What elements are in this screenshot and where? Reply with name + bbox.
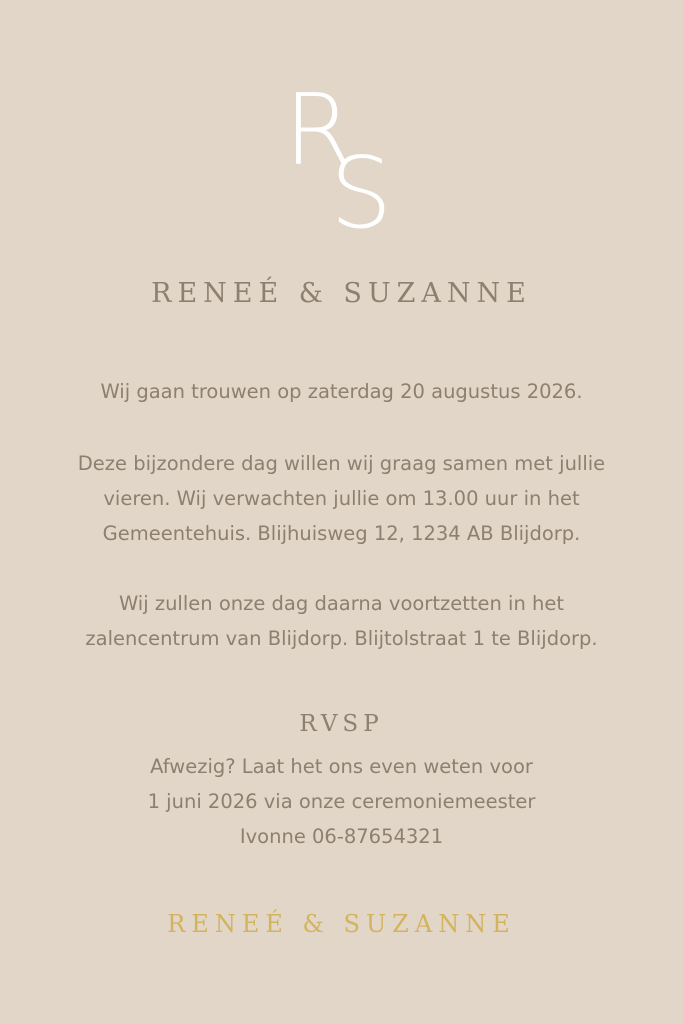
monogram-letter-r: R bbox=[284, 74, 353, 188]
reception-details bbox=[30, 586, 653, 656]
ceremony-details bbox=[30, 446, 653, 551]
couple-names-footer: RENEÉ & SUZANNE bbox=[167, 910, 516, 938]
reception-line: Wij zullen onze dag daarna voortzetten in het bbox=[118, 592, 565, 615]
monogram-logo bbox=[0, 0, 683, 260]
wedding-date-text bbox=[30, 374, 653, 409]
reception-line: zalencentrum van Blijdorp. Blijtolstraat 1 te Blijdorp. bbox=[85, 627, 598, 650]
rsvp-line: 1 juni 2026 via onze ceremoniemeester bbox=[147, 790, 536, 813]
ceremony-line: vieren. Wij verwachten jullie om 13.00 uur in het bbox=[103, 487, 580, 510]
rsvp-line: Ivonne 06-87654321 bbox=[239, 825, 444, 848]
wedding-date-line: Wij gaan trouwen op zaterdag 20 augustus 2026. bbox=[100, 380, 583, 403]
couple-names-heading: RENEÉ & SUZANNE bbox=[151, 278, 532, 309]
rsvp-details bbox=[30, 749, 653, 854]
ceremony-line: Deze bijzondere dag willen wij graag samen met jullie bbox=[77, 452, 606, 475]
rsvp-heading: RVSP bbox=[299, 711, 384, 737]
rsvp-line: Afwezig? Laat het ons even weten voor bbox=[150, 755, 533, 778]
monogram-letter-s: S bbox=[330, 137, 393, 251]
ceremony-line: Gemeentehuis. Blijhuisweg 12, 1234 AB Blijdorp. bbox=[102, 522, 581, 545]
